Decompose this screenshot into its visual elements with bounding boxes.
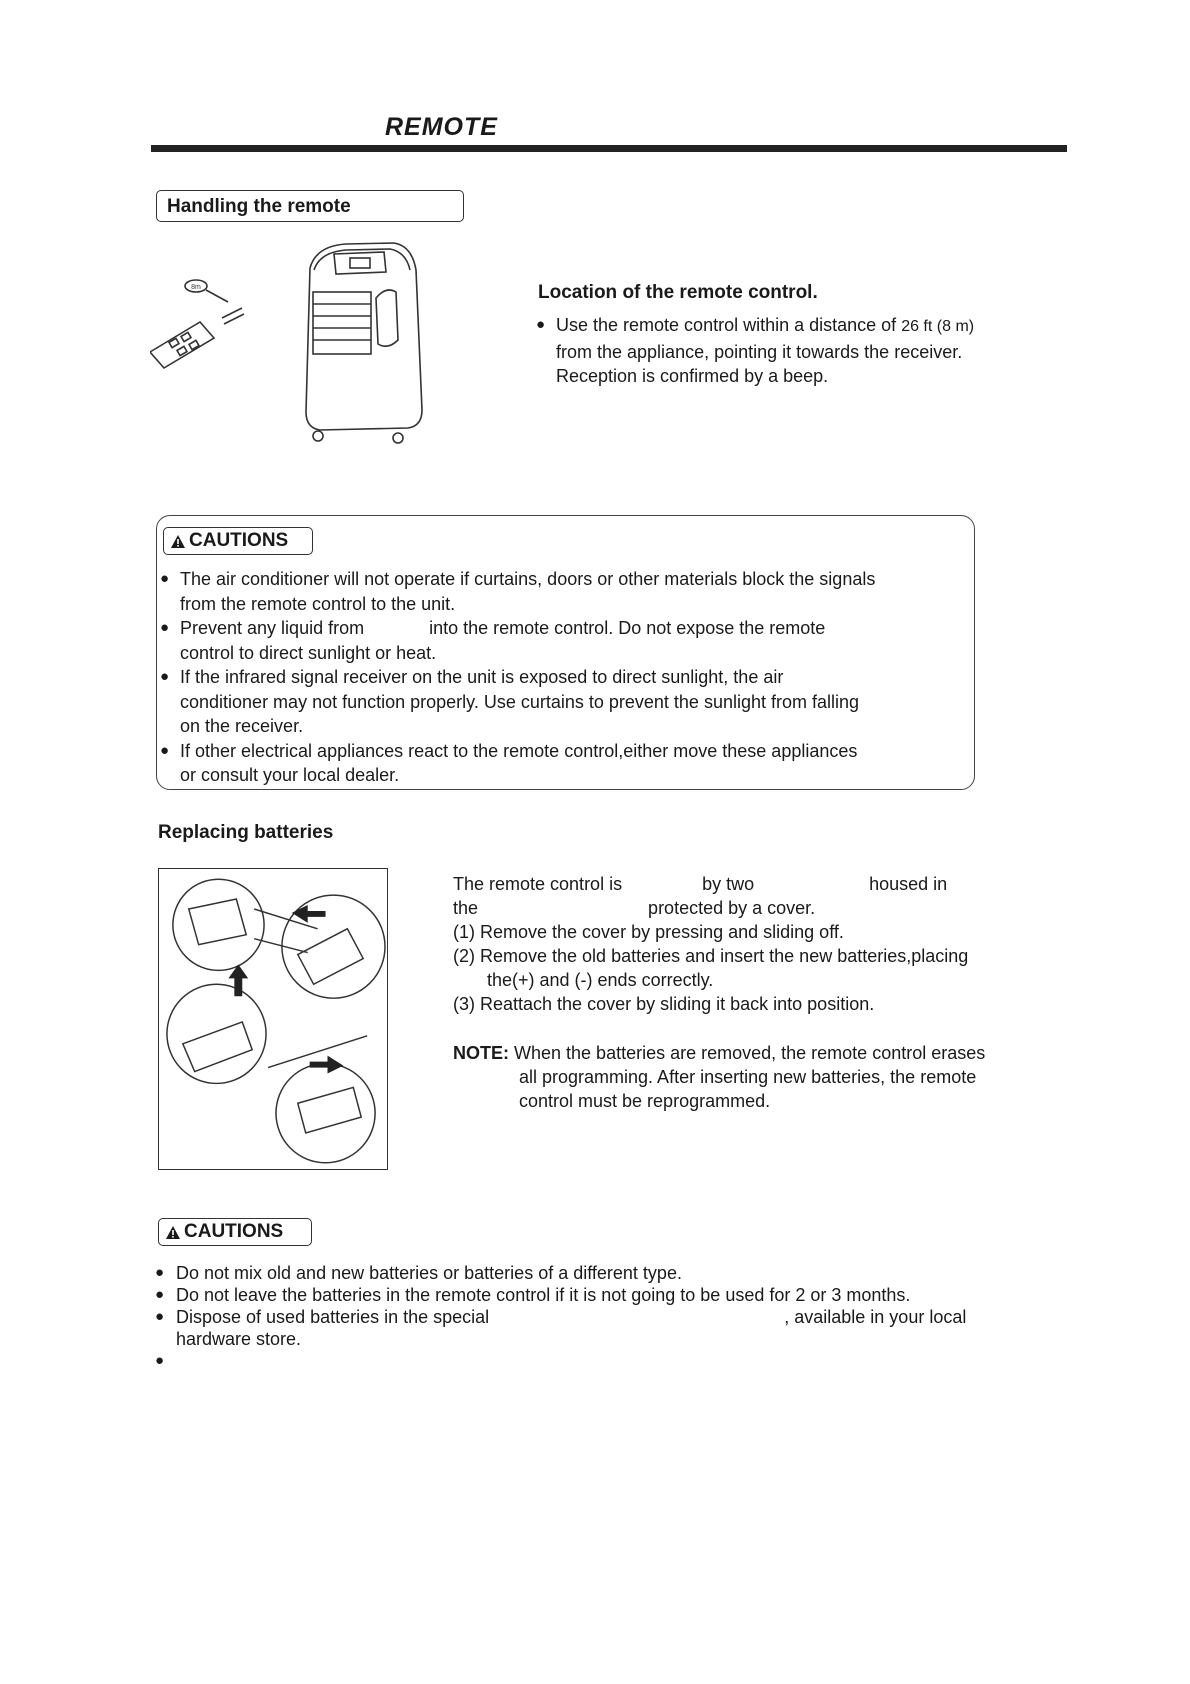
bullet-icon: ●	[160, 741, 170, 759]
list-item: ● If the infrared signal receiver on the unit is exposed to direct sunlight, the air	[160, 665, 970, 690]
list-item: ● Do not leave the batteries in the remote control if it is not going to be used for 2 or 3 months.	[155, 1285, 911, 1305]
battery-replacement-illustration	[158, 868, 388, 1170]
cautions-label-1: CAUTIONS	[163, 527, 313, 555]
battery-instructions: The remote control is by two housed in the protected by a cover. (1) Remove the cover by pressing and sliding off. (2) Remove the old batteries and insert the new batteries,placing the(+) and (-) ends correctly. (3) Reattach the cover by sliding it back into position.	[453, 874, 969, 1014]
bullet-icon: ●	[536, 316, 546, 333]
replacing-batteries-heading: Replacing batteries	[158, 822, 334, 843]
bullet-icon: ●	[160, 619, 170, 636]
list-item: ● Prevent any liquid from into the remote control. Do not expose the remote	[160, 616, 970, 641]
warning-icon	[170, 534, 186, 549]
page-title: REMOTE	[385, 113, 498, 141]
cautions-label-2: CAUTIONS	[158, 1218, 312, 1246]
list-item: ● If other electrical appliances react to the remote control,either move these appliances	[160, 739, 970, 764]
warning-icon	[165, 1225, 181, 1240]
cautions-list-2: ● Do not mix old and new batteries or batteries of a different type. ● Do not leave the batteries in the remote control if it is not going to be used for 2 or 3 months. ● Dispose of used batteries in the special , available in your local hardware store. ●	[155, 1262, 1090, 1372]
bullet-icon: ●	[155, 1286, 165, 1303]
list-item: ● The air conditioner will not operate if curtains, doors or other materials block the signals	[160, 567, 970, 592]
cautions-list-1: ● The air conditioner will not operate if curtains, doors or other materials block the signals from the remote control to the unit. ● Prevent any liquid from into the remote control. Do not expose the remote control to direct sunlight or heat. ● If the infrared signal receiver on the unit is exposed to direct sunlight, the air conditioner may not function properly. Use curtains to prevent the sunlight from falling on the receiver. ● If other electrical appliances react to the remote control,either move these appliances or consult your local dealer.	[160, 567, 970, 788]
list-item: ● Do not mix old and new batteries or batteries of a different type.	[155, 1263, 682, 1283]
bullet-icon: ●	[155, 1352, 165, 1369]
bullet-icon: ●	[155, 1264, 165, 1281]
air-conditioner-illustration	[150, 240, 450, 482]
location-heading: Location of the remote control.	[538, 282, 818, 303]
bullet-icon: ●	[155, 1308, 165, 1325]
list-item	[155, 1350, 1090, 1372]
title-divider	[151, 145, 1067, 152]
section-label-handling: Handling the remote	[156, 190, 464, 222]
location-instructions: ● Use the remote control within a distance of 26 ft (8 m) from the appliance, pointing it towards the receiver. Reception is confirmed by a beep.	[536, 315, 975, 386]
bullet-icon: ●	[160, 570, 170, 587]
battery-note: NOTE: When the batteries are removed, the remote control erases all programming. After inserting new batteries, the remote control must be reprogrammed.	[453, 1043, 986, 1111]
list-item: ● Dispose of used batteries in the special , available in your local	[155, 1307, 967, 1327]
distance-badge: 8m	[191, 284, 201, 291]
bullet-icon: ●	[160, 668, 170, 685]
